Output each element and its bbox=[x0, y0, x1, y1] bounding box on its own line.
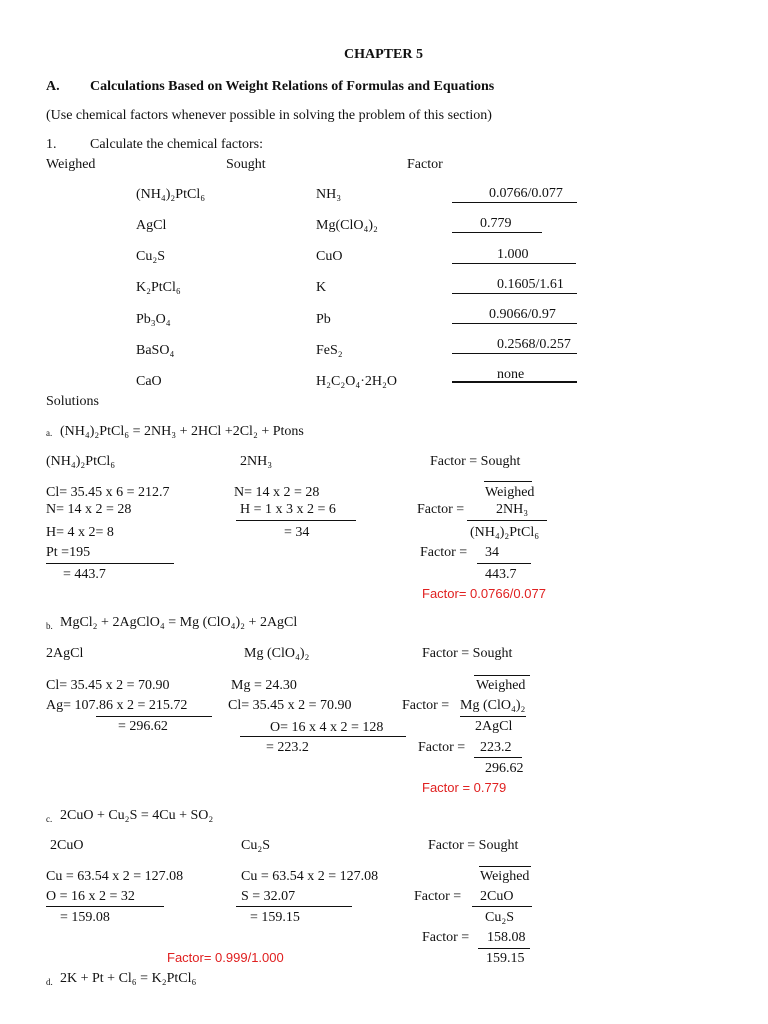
factor-numerator: 2NH₃ bbox=[496, 502, 529, 517]
calc-line: O = 16 x 2 = 32 bbox=[46, 889, 135, 904]
row-sought: CuO bbox=[316, 249, 343, 264]
solution-letter: b. bbox=[46, 621, 53, 631]
factor-label: Factor = bbox=[418, 740, 466, 755]
reaction-equation: 2CuO + Cu₂S = 4Cu + SO₂ bbox=[60, 808, 214, 823]
factor-label: Factor = bbox=[420, 545, 468, 560]
calc-line: Ag= 107.86 x 2 = 215.72 bbox=[46, 698, 188, 713]
factor-denominator: 443.7 bbox=[485, 567, 517, 582]
solution-letter: a. bbox=[46, 428, 53, 438]
sought-formula: Mg (ClO₄)₂ bbox=[244, 646, 310, 661]
factor-result: Factor = 0.779 bbox=[422, 780, 507, 795]
calc-total: = 223.2 bbox=[266, 740, 309, 755]
sought-formula: Cu₂S bbox=[241, 838, 271, 853]
factor-formula: Factor = Sought bbox=[428, 838, 519, 853]
calc-line: S = 32.07 bbox=[241, 889, 296, 904]
row-sought: K bbox=[316, 280, 327, 295]
factor-label: Factor = bbox=[417, 502, 465, 517]
weighed-formula: (NH₄)₂PtCl₆ bbox=[46, 454, 116, 469]
row-sought: Pb bbox=[316, 312, 331, 327]
row-weighed: K₂PtCl₆ bbox=[136, 280, 181, 295]
row-factor: 0.1605/1.61 bbox=[497, 277, 564, 292]
factor-denominator: 159.15 bbox=[486, 951, 525, 966]
header-sought: Sought bbox=[226, 157, 266, 172]
row-sought: NH₃ bbox=[316, 187, 342, 202]
row-sought: Mg(ClO₄)₂ bbox=[316, 218, 378, 233]
factor-denominator: (NH₄)₂PtCl₆ bbox=[470, 525, 540, 540]
sought-formula: 2NH₃ bbox=[240, 454, 273, 469]
calc-line: H = 1 x 3 x 2 = 6 bbox=[240, 502, 336, 517]
calc-line: Cl= 35.45 x 2 = 70.90 bbox=[228, 698, 352, 713]
section-title: Calculations Based on Weight Relations of Formulas and Equations bbox=[90, 79, 495, 94]
row-factor: 0.9066/0.97 bbox=[489, 307, 556, 322]
row-weighed: (NH₄)₂PtCl₆ bbox=[136, 187, 206, 202]
calc-line: N= 14 x 2 = 28 bbox=[234, 485, 320, 500]
weighed-formula: 2CuO bbox=[50, 838, 84, 853]
factor-label: Factor = bbox=[414, 889, 462, 904]
row-weighed: AgCl bbox=[136, 218, 167, 233]
factor-numerator: 34 bbox=[485, 545, 499, 560]
header-factor: Factor bbox=[407, 157, 443, 172]
reaction-equation: (NH₄)₂PtCl₆ = 2NH₃ + 2HCl +2Cl₂ + Ptons bbox=[60, 424, 304, 439]
factor-label: Factor = bbox=[402, 698, 450, 713]
factor-numerator: 158.08 bbox=[487, 930, 526, 945]
row-sought: FeS₂ bbox=[316, 343, 343, 358]
factor-denominator: Weighed bbox=[485, 485, 535, 500]
factor-denominator: Weighed bbox=[480, 869, 530, 884]
factor-denominator: Weighed bbox=[476, 678, 526, 693]
factor-numerator: 2CuO bbox=[480, 889, 514, 904]
calc-line: H= 4 x 2= 8 bbox=[46, 525, 114, 540]
instruction-text: (Use chemical factors whenever possible in solving the problem of this section) bbox=[46, 108, 492, 123]
reaction-equation: MgCl₂ + 2AgClO₄ = Mg (ClO₄)₂ + 2AgCl bbox=[60, 615, 298, 630]
calc-total: = 34 bbox=[284, 525, 310, 540]
row-factor: 0.0766/0.077 bbox=[489, 186, 563, 201]
row-factor: 0.2568/0.257 bbox=[497, 337, 571, 352]
row-weighed: BaSO₄ bbox=[136, 343, 175, 358]
calc-total: = 159.15 bbox=[250, 910, 300, 925]
factor-formula: Factor = Sought bbox=[422, 646, 513, 661]
calc-total: = 443.7 bbox=[63, 567, 106, 582]
solutions-label: Solutions bbox=[46, 394, 99, 409]
calc-line: Cl= 35.45 x 2 = 70.90 bbox=[46, 678, 170, 693]
header-weighed: Weighed bbox=[46, 157, 96, 172]
factor-result: Factor= 0.0766/0.077 bbox=[422, 586, 546, 601]
calc-line: Cl= 35.45 x 6 = 212.7 bbox=[46, 485, 170, 500]
row-weighed: Cu₂S bbox=[136, 249, 166, 264]
factor-formula: Factor = Sought bbox=[430, 454, 521, 469]
factor-numerator: Mg (ClO₄)₂ bbox=[460, 698, 526, 713]
factor-denominator: Cu₂S bbox=[485, 910, 515, 925]
row-sought: H₂C₂O₄·2H₂O bbox=[316, 374, 397, 389]
reaction-equation: 2K + Pt + Cl₆ = K₂PtCl₆ bbox=[60, 971, 197, 986]
question-number: 1. bbox=[46, 137, 57, 152]
row-factor: 1.000 bbox=[497, 247, 529, 262]
row-weighed: CaO bbox=[136, 374, 162, 389]
calc-total: = 159.08 bbox=[60, 910, 110, 925]
row-factor: none bbox=[497, 367, 525, 382]
row-weighed: Pb₃O₄ bbox=[136, 312, 171, 327]
factor-result: Factor= 0.999/1.000 bbox=[167, 950, 284, 965]
question-text: Calculate the chemical factors: bbox=[90, 137, 263, 152]
factor-denominator: 2AgCl bbox=[475, 719, 513, 734]
calc-line: O= 16 x 4 x 2 = 128 bbox=[270, 720, 384, 735]
section-letter: A. bbox=[46, 79, 60, 94]
factor-label: Factor = bbox=[422, 930, 470, 945]
solution-letter: d. bbox=[46, 977, 53, 987]
row-factor: 0.779 bbox=[480, 216, 512, 231]
factor-numerator: 223.2 bbox=[480, 740, 512, 755]
solution-letter: c. bbox=[46, 814, 53, 824]
calc-line: Cu = 63.54 x 2 = 127.08 bbox=[46, 869, 184, 884]
calc-line: Cu = 63.54 x 2 = 127.08 bbox=[241, 869, 379, 884]
weighed-formula: 2AgCl bbox=[46, 646, 84, 661]
calc-line: Mg = 24.30 bbox=[231, 678, 297, 693]
calc-line: Pt =195 bbox=[46, 545, 91, 560]
factor-denominator: 296.62 bbox=[485, 761, 524, 776]
calc-line: N= 14 x 2 = 28 bbox=[46, 502, 132, 517]
calc-total: = 296.62 bbox=[118, 719, 168, 734]
chapter-title: CHAPTER 5 bbox=[344, 47, 423, 62]
